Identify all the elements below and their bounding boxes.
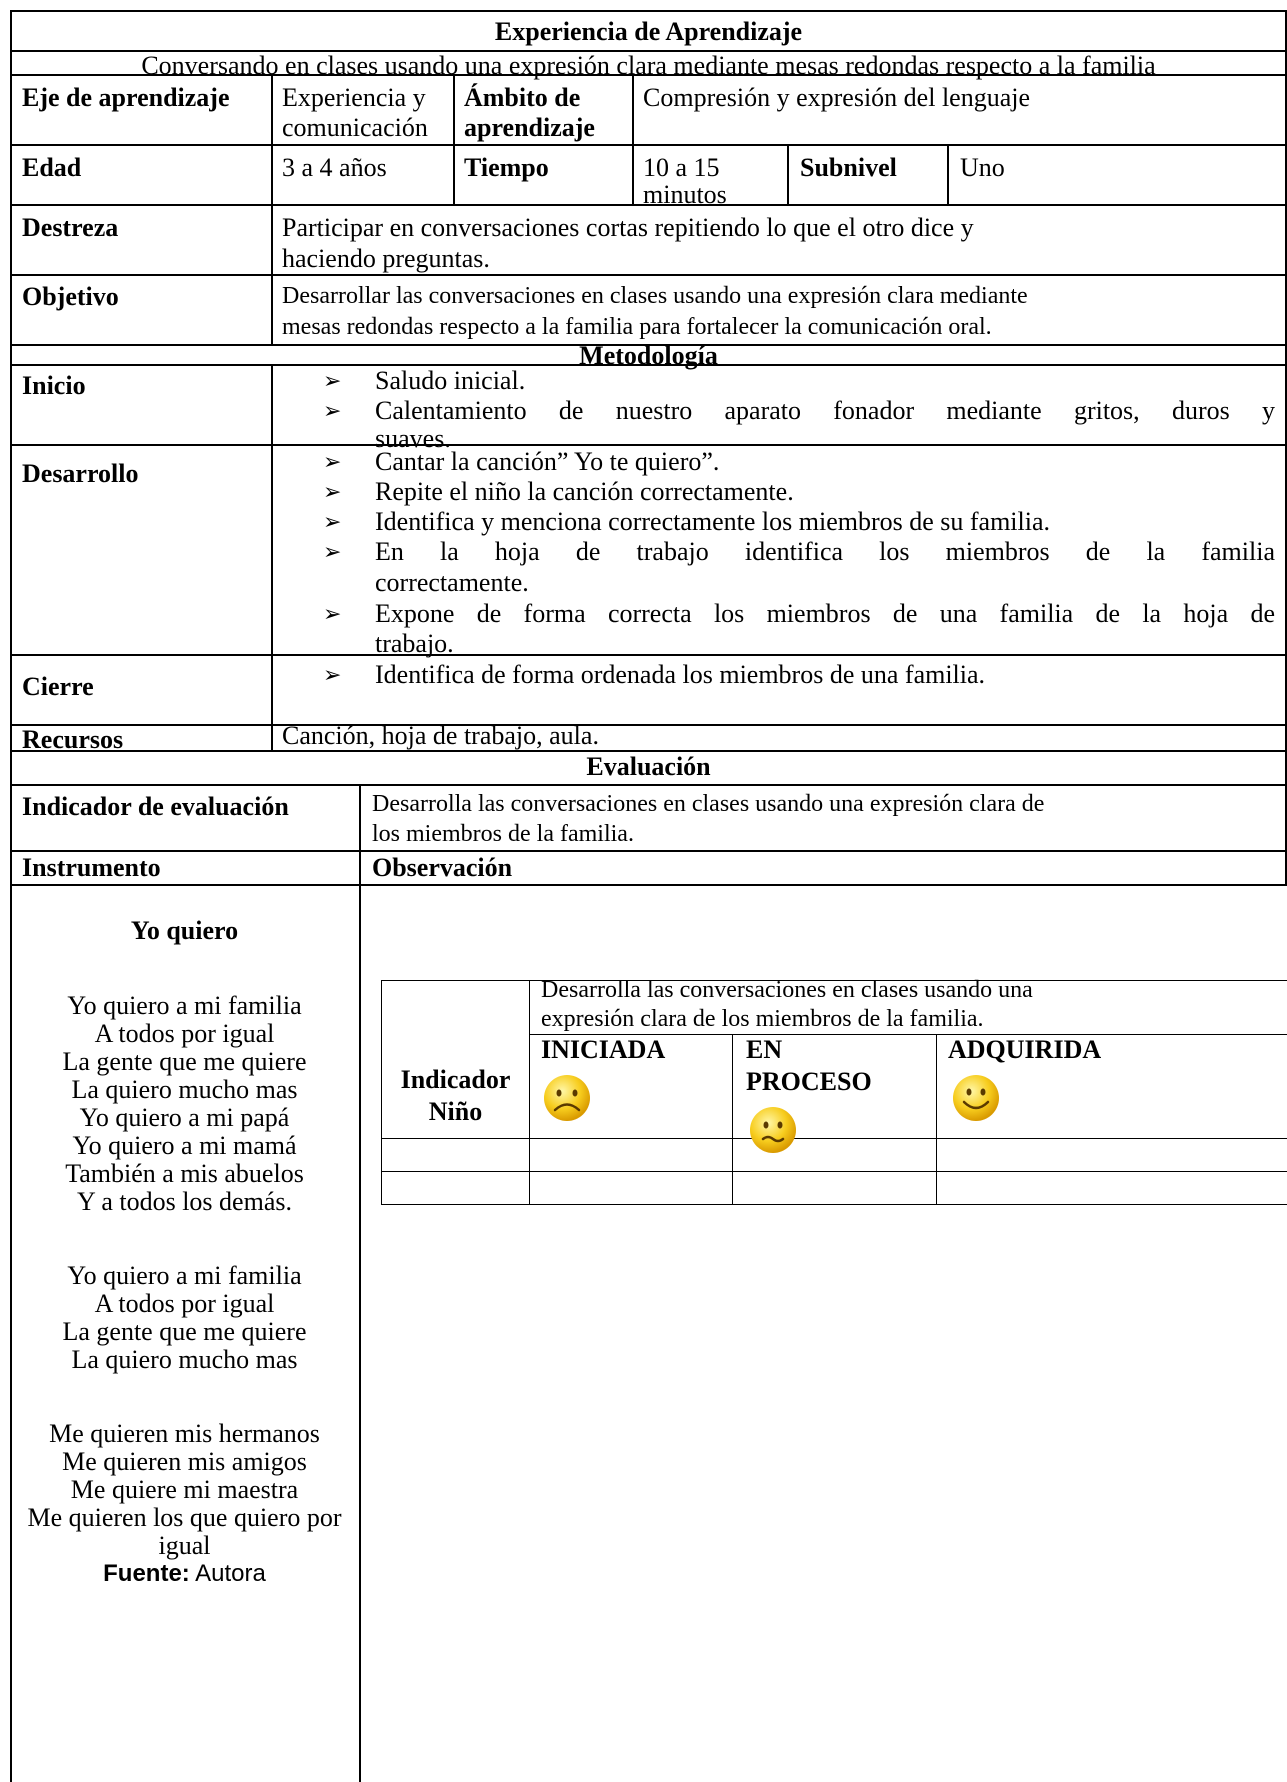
song-line: La gente que me quiere — [62, 1047, 307, 1076]
recursos-value: Canción, hoja de trabajo, aula. — [282, 721, 599, 750]
song-line: Me quieren los que quiero por — [27, 1503, 342, 1532]
obs-header-line1: Desarrolla las conversaciones en clases usando una — [541, 977, 1033, 1003]
instrumento-value: Observación — [372, 853, 513, 882]
source-value: Autora — [195, 1560, 266, 1587]
tiempo-value-line2: minutos — [643, 180, 727, 209]
obs-row-label-line2: Niño — [428, 1097, 483, 1126]
indicador-evaluacion-line1: Desarrolla las conversaciones en clases usando una expresión clara de — [372, 791, 1045, 817]
recursos-label: Recursos — [22, 725, 124, 754]
eje-value-line1: Experiencia y — [282, 83, 426, 112]
col-en-proceso-line2: PROCESO — [746, 1067, 872, 1096]
song-line: Yo quiero a mi familia — [67, 991, 302, 1020]
inicio-bullet-2: ➢ Calentamiento de nuestro aparato fonador mediante gritos, duros y — [375, 394, 1275, 427]
desarrollo-bullet-4-cont: correctamente. — [375, 568, 529, 597]
evaluacion-heading: Evaluación — [586, 752, 711, 781]
objetivo-label: Objetivo — [22, 282, 119, 311]
obs-row-label-line1: Indicador — [400, 1065, 511, 1094]
col-adquirida: ADQUIRIDA — [948, 1035, 1102, 1064]
document-subtitle: Conversando en clases usando una expresión clara mediante mesas redondas respecto a la familia — [141, 51, 1156, 80]
metodologia-heading: Metodología — [579, 341, 718, 370]
table-row — [382, 1172, 1286, 1204]
song-line: Y a todos los demás. — [77, 1187, 292, 1216]
desarrollo-bullet-3: ➢ Identifica y menciona correctamente los miembros de su familia. — [375, 505, 1050, 538]
destreza-line1: Participar en conversaciones cortas repitiendo lo que el otro dice y — [282, 213, 974, 242]
edad-label: Edad — [22, 153, 82, 182]
eje-label: Eje de aprendizaje — [22, 83, 230, 112]
subnivel-label: Subnivel — [800, 153, 897, 182]
table-row — [382, 1139, 1286, 1171]
desarrollo-bullet-2: ➢ Repite el niño la canción correctamente. — [375, 475, 794, 508]
objetivo-line1: Desarrollar las conversaciones en clases usando una expresión clara mediante — [282, 283, 1028, 309]
cierre-label: Cierre — [22, 672, 94, 701]
song-line: A todos por igual — [94, 1019, 275, 1048]
inicio-label: Inicio — [22, 371, 86, 400]
desarrollo-bullet-5: ➢ Expone de forma correcta los miembros de una familia de la hoja de — [375, 597, 1275, 630]
song-line: A todos por igual — [94, 1289, 275, 1318]
col-en-proceso-line1: EN — [746, 1035, 783, 1064]
desarrollo-bullet-4: ➢ En la hoja de trabajo identifica los miembros de la familia — [375, 535, 1275, 568]
inicio-bullet-1: ➢ Saludo inicial. — [375, 364, 525, 397]
tiempo-value-line1: 10 a 15 — [643, 153, 720, 182]
song-title: Yo quiero — [130, 916, 239, 945]
song-line: Me quiere mi maestra — [70, 1475, 299, 1504]
ambito-label-line2: aprendizaje — [464, 113, 595, 142]
cierre-bullet-1: ➢ Identifica de forma ordenada los miembros de una familia. — [375, 658, 985, 691]
indicador-evaluacion-line2: los miembros de la familia. — [372, 821, 634, 847]
instrumento-label: Instrumento — [22, 853, 161, 882]
source-label: Fuente: — [103, 1560, 190, 1587]
song-line: Me quieren mis hermanos — [49, 1419, 320, 1448]
song-line: La quiero mucho mas — [71, 1345, 298, 1374]
song-line: Yo quiero a mi mamá — [72, 1131, 297, 1160]
song-line: También a mis abuelos — [65, 1159, 304, 1188]
song-source — [10, 1557, 359, 1590]
obs-header-line2: expresión clara de los miembros de la familia. — [541, 1006, 984, 1032]
ambito-value: Compresión y expresión del lenguaje — [643, 83, 1031, 112]
document-title: Experiencia de Aprendizaje — [494, 17, 803, 46]
destreza-label: Destreza — [22, 213, 119, 242]
col-iniciada: INICIADA — [541, 1035, 666, 1064]
desarrollo-bullet-5-cont: trabajo. — [375, 629, 454, 658]
song-line: Me quieren mis amigos — [62, 1447, 307, 1476]
song-line: igual — [158, 1531, 211, 1560]
ambito-label-line1: Ámbito de — [464, 83, 581, 112]
lesson-plan-document — [10, 10, 1287, 1782]
indicador-evaluacion-label: Indicador de evaluación — [22, 792, 289, 821]
eje-value-line2: comunicación — [282, 113, 428, 142]
destreza-line2: haciendo preguntas. — [282, 244, 490, 273]
desarrollo-bullet-1: ➢ Cantar la canción” Yo te quiero”. — [375, 445, 719, 478]
objetivo-line2: mesas redondas respecto a la familia para fortalecer la comunicación oral. — [282, 314, 992, 340]
song-line: La quiero mucho mas — [71, 1075, 298, 1104]
inicio-bullet-2-cont: suaves. — [375, 424, 451, 453]
song-line: Yo quiero a mi familia — [67, 1261, 302, 1290]
sad-face-icon — [542, 1072, 592, 1124]
tiempo-label: Tiempo — [464, 153, 549, 182]
subnivel-value: Uno — [960, 153, 1005, 182]
song-line: La gente que me quiere — [62, 1317, 307, 1346]
happy-face-icon — [951, 1072, 1001, 1124]
song-line: Yo quiero a mi papá — [79, 1103, 290, 1132]
desarrollo-label: Desarrollo — [22, 459, 139, 488]
edad-value: 3 a 4 años — [282, 153, 387, 182]
